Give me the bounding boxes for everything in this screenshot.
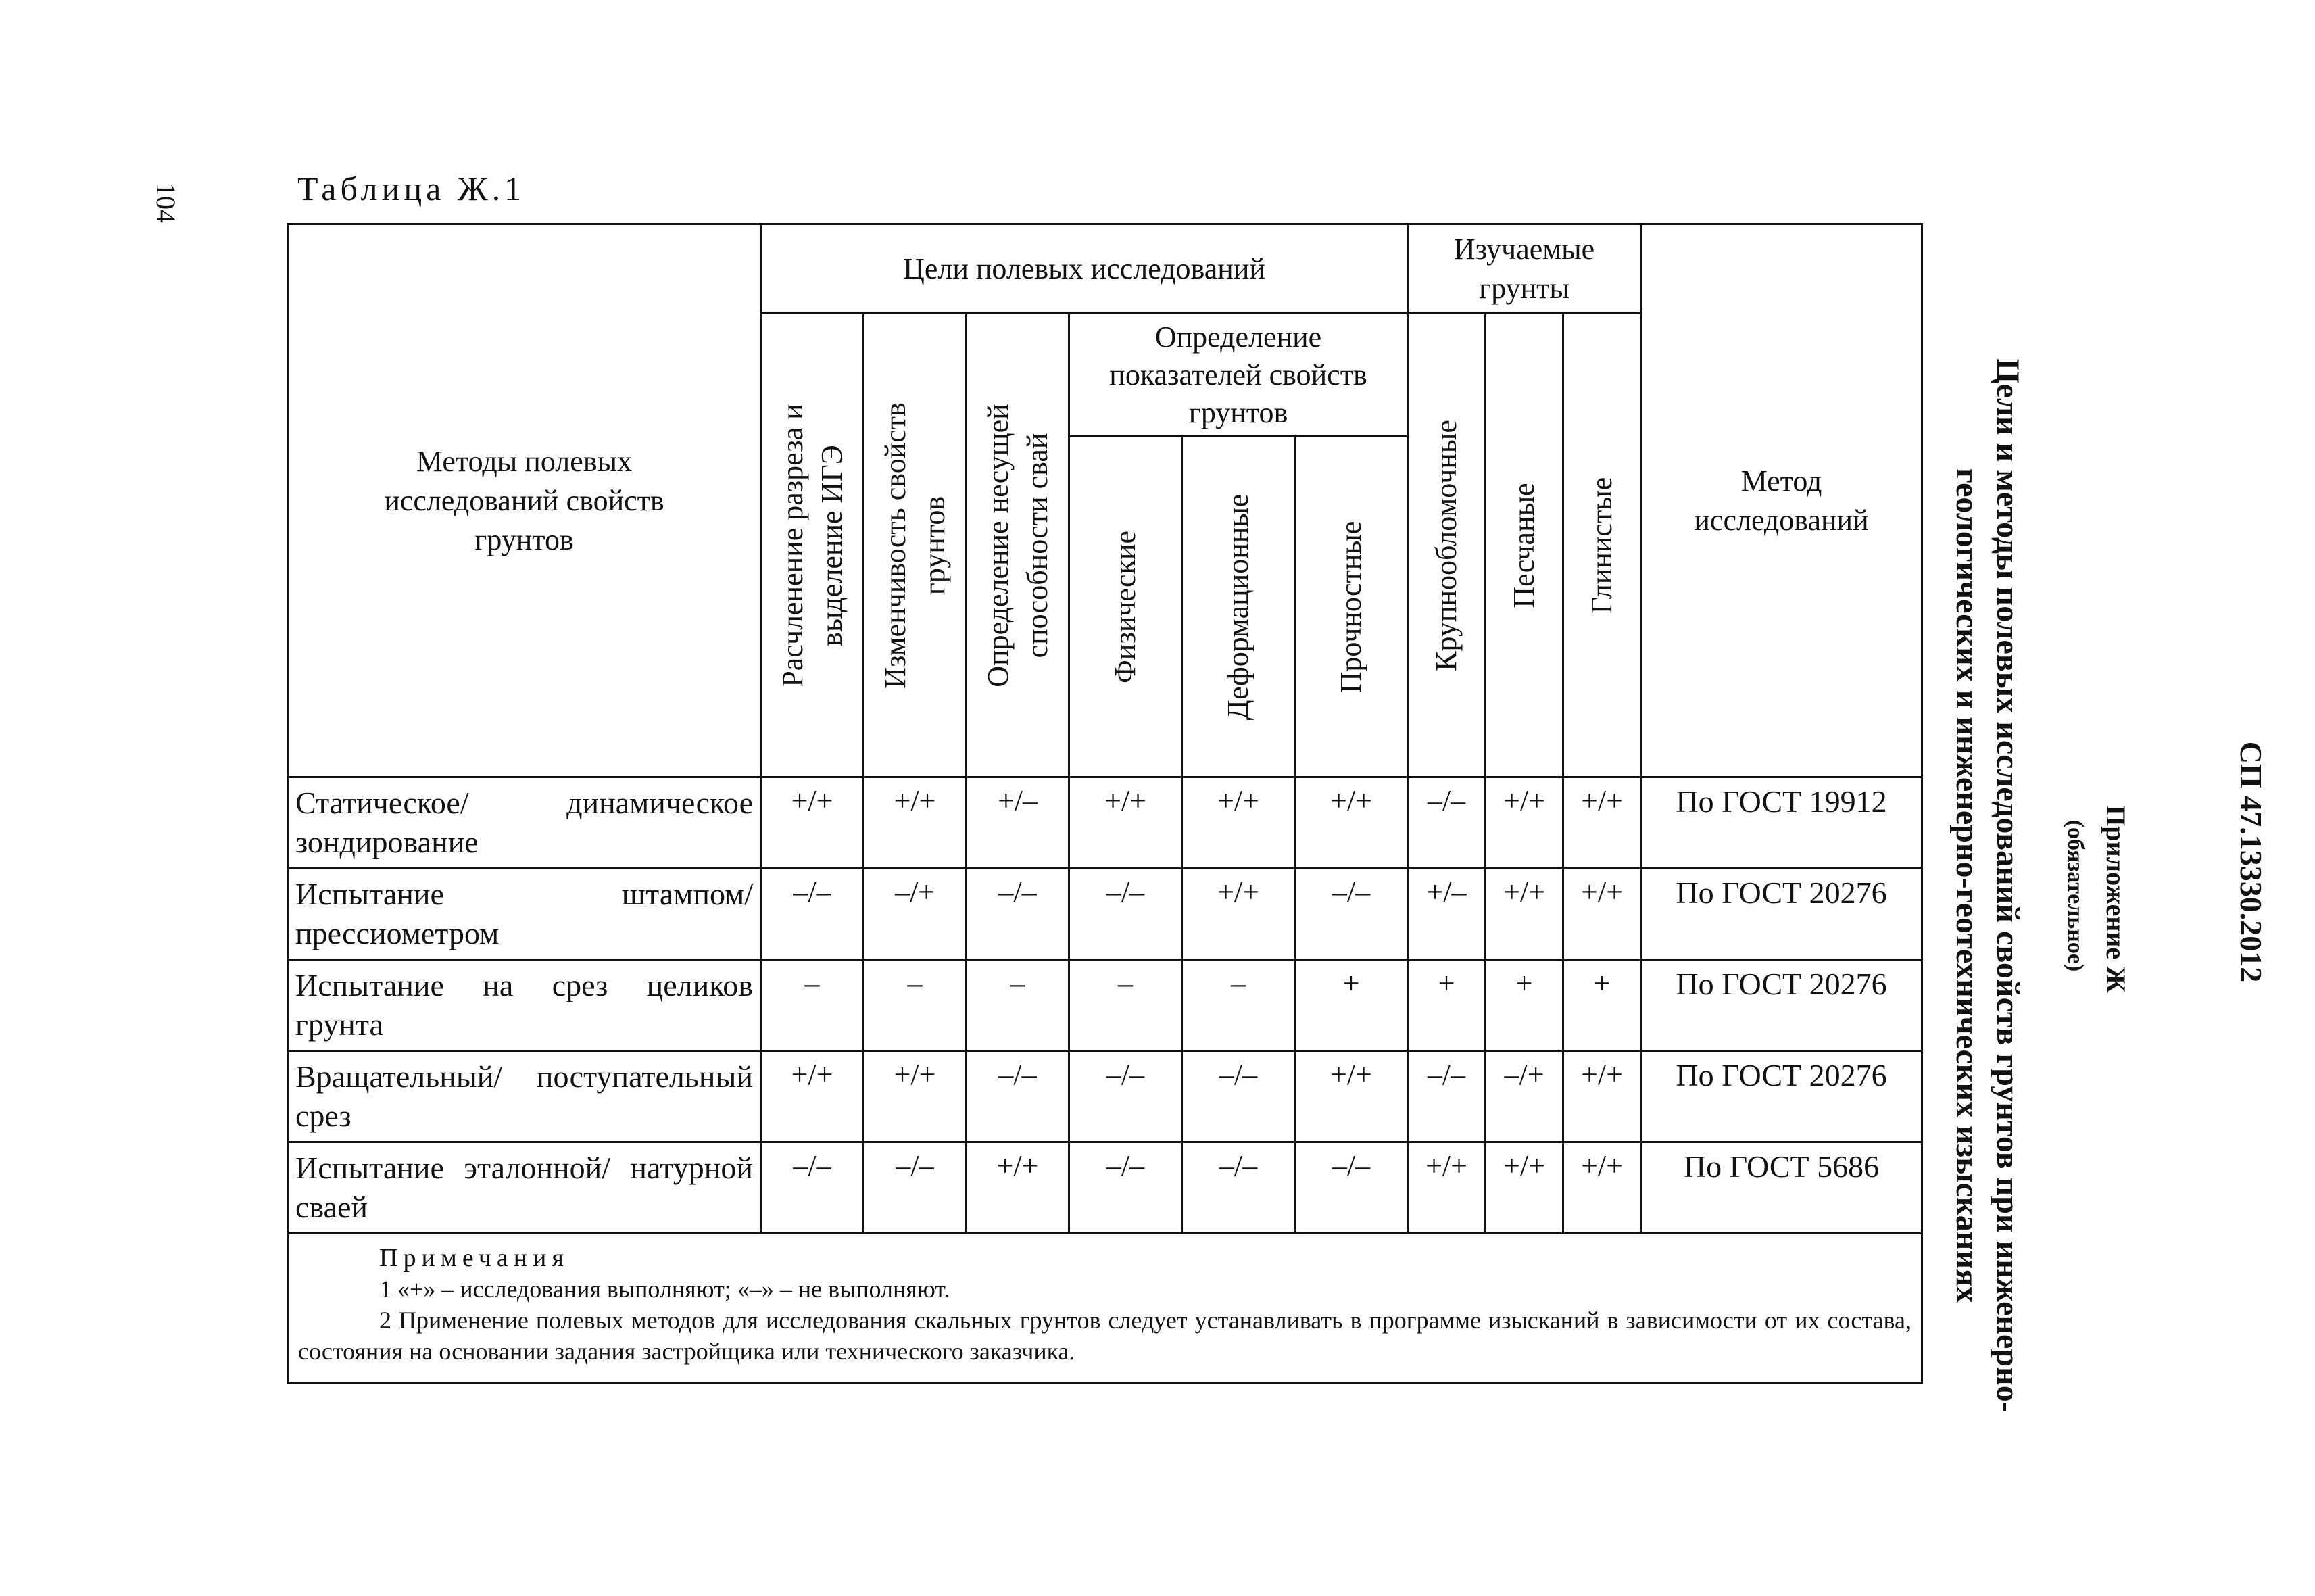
table-cell: –/– xyxy=(1182,1051,1295,1142)
method-name: Испытание эталонной/ натурной сваей xyxy=(288,1142,761,1234)
table-cell: +/+ xyxy=(864,1051,967,1142)
table-cell: +/+ xyxy=(1563,869,1641,960)
table-cell: + xyxy=(1295,960,1408,1051)
method-reference: По ГОСТ 5686 xyxy=(1641,1142,1922,1234)
table-cell: –/– xyxy=(761,869,864,960)
header-method-ref: Метод исследований xyxy=(1641,224,1922,777)
note-1: 1 «+» – исследования выполняют; «–» – не выполняют. xyxy=(379,1276,950,1303)
table-cell: +/+ xyxy=(967,1142,1069,1234)
table-cell: +/+ xyxy=(1295,777,1408,869)
table-cell: – xyxy=(1069,960,1182,1051)
table-cell: +/– xyxy=(1408,869,1486,960)
table-cell: –/– xyxy=(967,869,1069,960)
col-bearing: Определение несущей способности свай xyxy=(967,314,1069,777)
method-reference: По ГОСТ 19912 xyxy=(1641,777,1922,869)
notes-title: Примечания xyxy=(379,1244,569,1272)
table-cell: –/– xyxy=(1295,869,1408,960)
main-title-line-1: Цели и методы полевых исследований свойств грунтов при инженерно- xyxy=(1990,358,2026,1413)
table-cell: –/– xyxy=(1408,1051,1486,1142)
table-cell: +/+ xyxy=(761,1051,864,1142)
col-sandy: Песчаные xyxy=(1486,314,1563,777)
col-variability: Изменчивость свойств грунтов xyxy=(864,314,967,777)
table-cell: –/– xyxy=(967,1051,1069,1142)
table-cell: – xyxy=(761,960,864,1051)
appendix-title: Приложение Ж xyxy=(2101,805,2131,993)
table-cell: –/– xyxy=(1295,1142,1408,1234)
col-physical: Физические xyxy=(1069,437,1182,777)
col-strength: Прочностные xyxy=(1295,437,1408,777)
table-cell: –/+ xyxy=(1486,1051,1563,1142)
table-cell: –/– xyxy=(761,1142,864,1234)
table-cell: +/+ xyxy=(1486,1142,1563,1234)
table-row xyxy=(288,960,1922,1051)
table-cell: –/– xyxy=(1069,1142,1182,1234)
page-number: 104 xyxy=(151,183,181,223)
col-clay: Глинистые xyxy=(1563,314,1641,777)
table-cell: + xyxy=(1408,960,1486,1051)
method-name: Статическое/ динамическое зондирование xyxy=(288,777,761,869)
table-notes xyxy=(288,1234,1922,1384)
table-cell: +/+ xyxy=(1563,777,1641,869)
table-row xyxy=(288,1142,1922,1234)
table-cell: +/+ xyxy=(1069,777,1182,869)
col-deformation: Деформационные xyxy=(1182,437,1295,777)
method-reference: По ГОСТ 20276 xyxy=(1641,960,1922,1051)
method-reference: По ГОСТ 20276 xyxy=(1641,1051,1922,1142)
method-name: Испытание на срез целиков грунта xyxy=(288,960,761,1051)
table-cell: +/+ xyxy=(864,777,967,869)
table-cell: – xyxy=(864,960,967,1051)
document-code: СП 47.13330.2012 xyxy=(2234,741,2268,983)
table-row xyxy=(288,869,1922,960)
col-coarse: Крупнообломочные xyxy=(1408,314,1486,777)
header-properties: Определение показателей свойств грунтов xyxy=(1069,314,1408,437)
table-cell: +/+ xyxy=(1563,1051,1641,1142)
table-cell: +/+ xyxy=(761,777,864,869)
table-cell: +/+ xyxy=(1563,1142,1641,1234)
table-row xyxy=(288,777,1922,869)
table-cell: + xyxy=(1486,960,1563,1051)
main-title-line-2: геологических и инженерно-геотехнических изысканиях xyxy=(1949,468,1985,1303)
appendix-status: (обязательное) xyxy=(2063,819,2088,972)
method-reference: По ГОСТ 20276 xyxy=(1641,869,1922,960)
table-cell: +/+ xyxy=(1182,777,1295,869)
table-cell: + xyxy=(1563,960,1641,1051)
header-goals: Цели полевых исследований xyxy=(761,224,1408,314)
table-cell: +/+ xyxy=(1182,869,1295,960)
table-cell: –/– xyxy=(1069,1051,1182,1142)
method-name: Испытание штампом/ прессиометром xyxy=(288,869,761,960)
note-2: 2 Применение полевых методов для исследования скальных грунтов следует устанавливать в программе изысканий в зависимости от их состава, состояния на основании задания застройщика или технического заказчика. xyxy=(298,1307,1912,1365)
col-sectioning: Расчленение разреза и выделение ИГЭ xyxy=(761,314,864,777)
header-methods: Методы полевых исследований свойств грунтов xyxy=(288,224,761,777)
table-cell: +/+ xyxy=(1295,1051,1408,1142)
table-caption: Таблица Ж.1 xyxy=(297,170,526,208)
header-soils: Изучаемые грунты xyxy=(1408,224,1641,314)
table-cell: +/+ xyxy=(1486,869,1563,960)
table-cell: –/– xyxy=(1408,777,1486,869)
table-row xyxy=(288,1051,1922,1142)
table-cell: –/– xyxy=(864,1142,967,1234)
table-cell: +/– xyxy=(967,777,1069,869)
table-cell: – xyxy=(1182,960,1295,1051)
method-name: Вращательный/ поступательный срез xyxy=(288,1051,761,1142)
methods-table xyxy=(287,223,1923,1384)
table-cell: –/– xyxy=(1182,1142,1295,1234)
table-cell: –/+ xyxy=(864,869,967,960)
table-cell: – xyxy=(967,960,1069,1051)
appendix-main-title xyxy=(1947,210,2028,1562)
table-cell: +/+ xyxy=(1486,777,1563,869)
table-cell: +/+ xyxy=(1408,1142,1486,1234)
table-cell: –/– xyxy=(1069,869,1182,960)
